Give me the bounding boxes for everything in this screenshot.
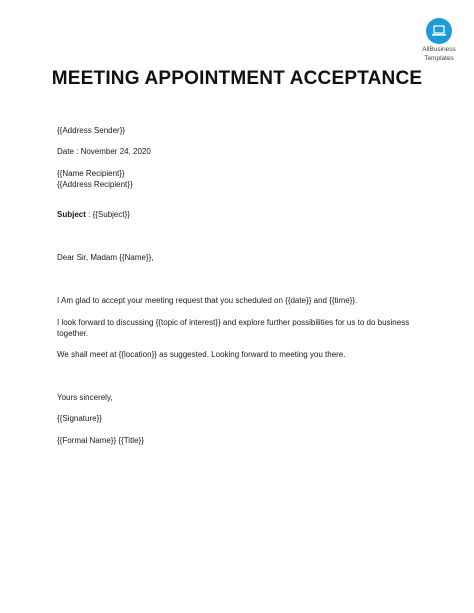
paragraph-acceptance: I Am glad to accept your meeting request that you scheduled on {{date}} and {{time}}. (57, 296, 358, 305)
letter-date: Date : November 24, 2020 (57, 147, 151, 156)
paragraph-discussion: I look forward to discussing {{topic of interest}} and explore further possibilities for us to do business together. (57, 318, 410, 338)
paragraph-location: We shall meet at {{location}} as suggested. Looking forward to meeting you there. (57, 350, 346, 359)
subject-value: : {{Subject}} (85, 210, 130, 219)
salutation: Dear Sir, Madam {{Name}}, (57, 253, 154, 262)
logo-text-line1: AllBusiness (422, 46, 456, 53)
formal-name-title: {{Formal Name}} {{Title}} (57, 436, 144, 445)
closing: Yours sincerely, (57, 393, 113, 402)
subject-label: Subject (57, 210, 86, 219)
recipient-address: {{Address Recipient}} (57, 180, 133, 189)
brand-logo (418, 18, 460, 62)
logo-text-line2: Templates (424, 55, 454, 62)
sender-address: {{Address Sender}} (57, 126, 126, 135)
laptop-icon (426, 18, 452, 44)
subject-line (57, 209, 130, 220)
recipient-name: {{Name Recipient}} (57, 169, 125, 178)
document-title: MEETING APPOINTMENT ACCEPTANCE (51, 68, 423, 89)
signature: {{Signature}} (57, 414, 102, 423)
